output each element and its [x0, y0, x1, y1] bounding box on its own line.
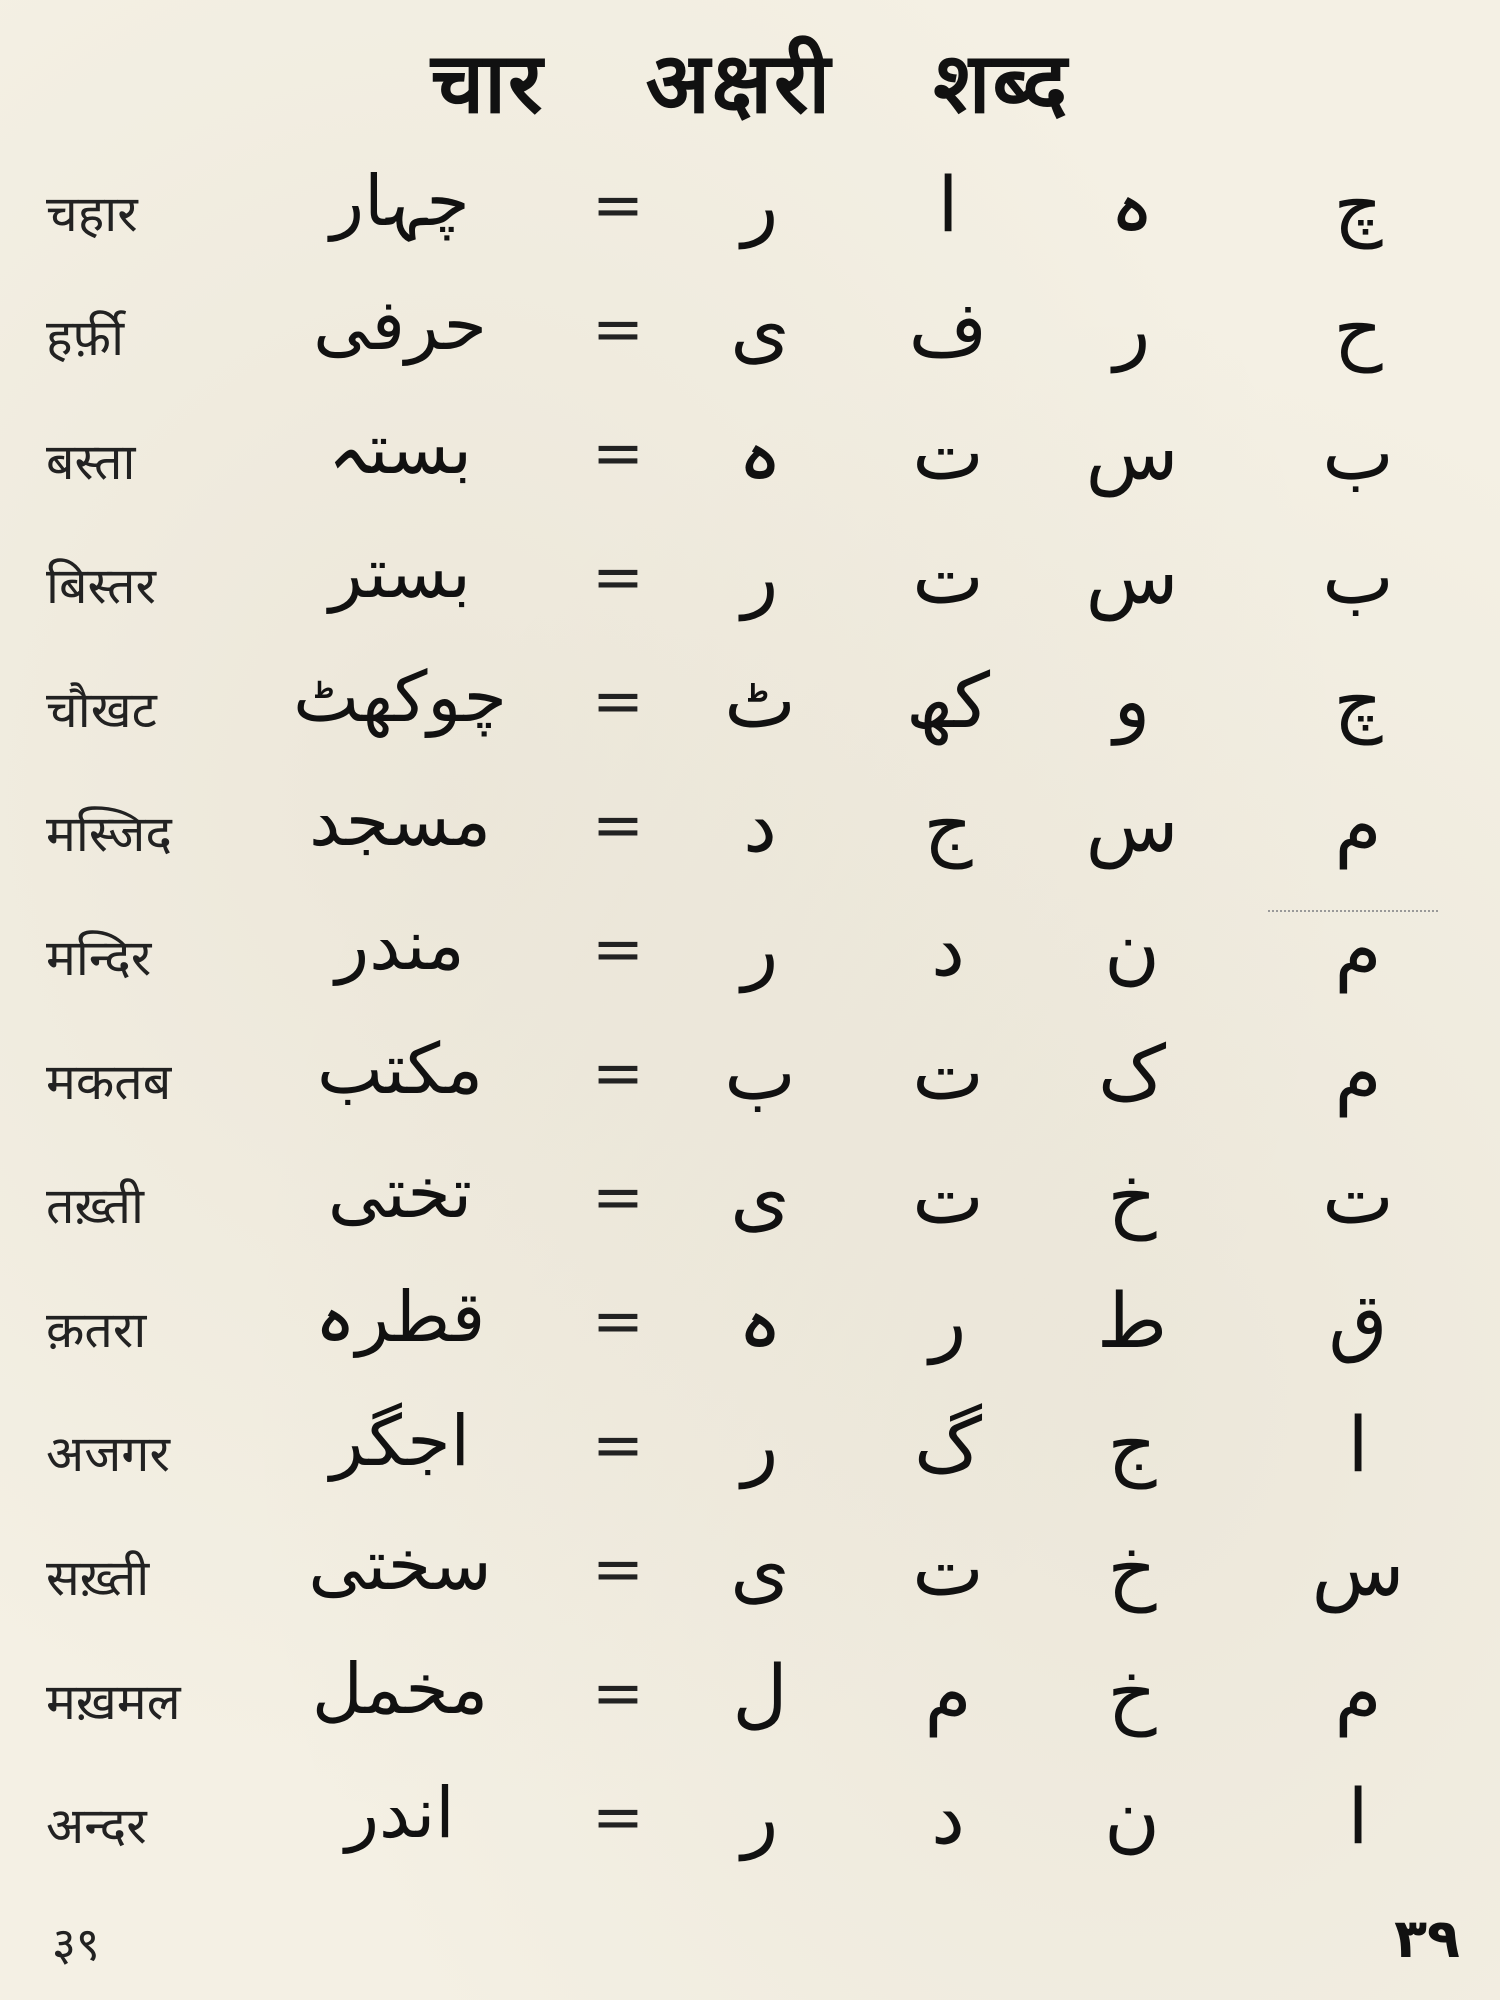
equals-sign: =: [592, 1408, 644, 1481]
urdu-letter-2: ن: [1104, 1772, 1160, 1861]
hindi-word: सख़्ती: [46, 1549, 150, 1607]
urdu-letter-3: ا: [937, 160, 959, 249]
word-row: [0, 1018, 1500, 1142]
urdu-letter-1: ب: [1322, 532, 1394, 621]
word-row: [0, 646, 1500, 770]
urdu-letter-4: ی: [730, 1524, 790, 1613]
urdu-letter-1: ق: [1328, 1276, 1388, 1365]
urdu-letter-2: ط: [1096, 1276, 1168, 1365]
urdu-letter-3: ف: [908, 284, 988, 373]
hindi-word: हर्फ़ी: [46, 309, 125, 367]
urdu-letter-2: س: [1085, 780, 1179, 869]
urdu-letter-4: ر: [741, 904, 779, 993]
equals-sign: =: [592, 540, 644, 613]
urdu-letter-3: ت: [912, 408, 984, 497]
urdu-letter-2: و: [1113, 656, 1151, 745]
equals-sign: =: [592, 664, 644, 737]
hindi-word: क़तरा: [46, 1301, 147, 1359]
page-number-devanagari: ३९: [52, 1917, 100, 1971]
word-row: [0, 274, 1500, 398]
equals-sign: =: [592, 1284, 644, 1357]
urdu-letter-2: ن: [1104, 904, 1160, 993]
word-row: [0, 398, 1500, 522]
urdu-letter-4: ہ: [737, 408, 783, 497]
hindi-word: मख़मल: [46, 1673, 181, 1731]
urdu-letter-3: م: [924, 1648, 972, 1737]
urdu-letter-1: ا: [1347, 1400, 1369, 1489]
word-row: [0, 894, 1500, 1018]
hindi-word: अन्दर: [46, 1797, 147, 1855]
urdu-letter-3: ت: [912, 1152, 984, 1241]
urdu-letter-3: ت: [912, 1028, 984, 1117]
urdu-letter-2: خ: [1107, 1152, 1157, 1241]
urdu-letter-3: گ: [913, 1400, 983, 1489]
word-row: [0, 1390, 1500, 1514]
urdu-letter-1: م: [1334, 1028, 1382, 1117]
urdu-letter-3: ت: [912, 532, 984, 621]
word-row: [0, 522, 1500, 646]
urdu-letter-4: ل: [732, 1648, 788, 1737]
urdu-letter-2: س: [1085, 532, 1179, 621]
urdu-letter-1: چ: [1333, 160, 1383, 249]
urdu-letter-1: ت: [1322, 1152, 1394, 1241]
equals-sign: =: [592, 1160, 644, 1233]
equals-sign: =: [592, 1532, 644, 1605]
equals-sign: =: [592, 788, 644, 861]
equals-sign: =: [592, 292, 644, 365]
urdu-letter-4: د: [743, 780, 777, 869]
page-number-urdu: ۳۹: [1394, 1907, 1460, 1970]
urdu-word: مکتب: [316, 1028, 483, 1110]
urdu-word: اندر: [345, 1772, 455, 1854]
urdu-letter-3: د: [931, 904, 965, 993]
urdu-letter-1: چ: [1333, 656, 1383, 745]
urdu-letter-2: ج: [1107, 1400, 1157, 1489]
equals-sign: =: [592, 1780, 644, 1853]
urdu-letter-4: ر: [741, 532, 779, 621]
urdu-letter-1: ح: [1333, 284, 1383, 373]
urdu-word: مخمل: [311, 1648, 489, 1730]
hindi-word: अजगर: [46, 1425, 170, 1483]
urdu-letter-1: م: [1334, 780, 1382, 869]
urdu-letter-4: ی: [730, 284, 790, 373]
urdu-word: تختی: [327, 1152, 473, 1234]
urdu-letter-1: م: [1334, 904, 1382, 993]
urdu-letter-4: ہ: [737, 1276, 783, 1365]
hindi-word: मस्जिद: [46, 805, 172, 863]
hindi-word: मकतब: [46, 1053, 172, 1111]
urdu-letter-3: ج: [923, 780, 973, 869]
equals-sign: =: [592, 1036, 644, 1109]
urdu-word: مسجد: [309, 780, 491, 862]
hindi-word: बिस्तर: [46, 557, 156, 615]
word-row: [0, 1266, 1500, 1390]
equals-sign: =: [592, 168, 644, 241]
urdu-word: اجگر: [330, 1400, 470, 1482]
urdu-word: بستر: [329, 532, 471, 614]
hindi-word: तख़्ती: [46, 1177, 144, 1235]
urdu-letter-4: ٹ: [724, 656, 796, 745]
equals-sign: =: [592, 912, 644, 985]
urdu-word: مندر: [335, 904, 465, 986]
urdu-word: حرفی: [313, 284, 487, 366]
urdu-letter-3: کھ: [905, 656, 991, 745]
urdu-letter-3: ر: [929, 1276, 967, 1365]
page-title: चार अक्षरी शब्द: [430, 34, 1070, 132]
urdu-word: سختی: [308, 1524, 492, 1606]
urdu-letter-2: خ: [1107, 1524, 1157, 1613]
urdu-letter-3: د: [931, 1772, 965, 1861]
word-row: [0, 770, 1500, 894]
urdu-letter-2: خ: [1107, 1648, 1157, 1737]
urdu-word: چوکھٹ: [293, 656, 507, 738]
equals-sign: =: [592, 1656, 644, 1729]
urdu-word: قطرہ: [314, 1276, 486, 1358]
urdu-word: چہار: [330, 160, 470, 242]
urdu-letter-4: ی: [730, 1152, 790, 1241]
urdu-word: بستہ: [327, 408, 473, 490]
urdu-letter-4: ر: [741, 160, 779, 249]
hindi-word: बस्ता: [46, 433, 136, 491]
word-list: [0, 150, 1500, 1886]
urdu-letter-4: ر: [741, 1400, 779, 1489]
word-row: [0, 1638, 1500, 1762]
equals-sign: =: [592, 416, 644, 489]
urdu-letter-4: ر: [741, 1772, 779, 1861]
urdu-letter-2: س: [1085, 408, 1179, 497]
urdu-letter-4: ب: [724, 1028, 796, 1117]
word-row: [0, 150, 1500, 274]
urdu-letter-2: ک: [1097, 1028, 1167, 1117]
urdu-letter-3: ت: [912, 1524, 984, 1613]
urdu-letter-2: ہ: [1109, 160, 1155, 249]
urdu-letter-1: م: [1334, 1648, 1382, 1737]
word-row: [0, 1762, 1500, 1886]
urdu-letter-2: ر: [1113, 284, 1151, 373]
word-row: [0, 1142, 1500, 1266]
hindi-word: चौखट: [46, 681, 157, 739]
hindi-word: मन्दिर: [46, 929, 152, 987]
urdu-letter-1: ا: [1347, 1772, 1369, 1861]
word-row: [0, 1514, 1500, 1638]
urdu-letter-1: ب: [1322, 408, 1394, 497]
hindi-word: चहार: [46, 185, 138, 243]
urdu-letter-1: س: [1311, 1524, 1405, 1613]
